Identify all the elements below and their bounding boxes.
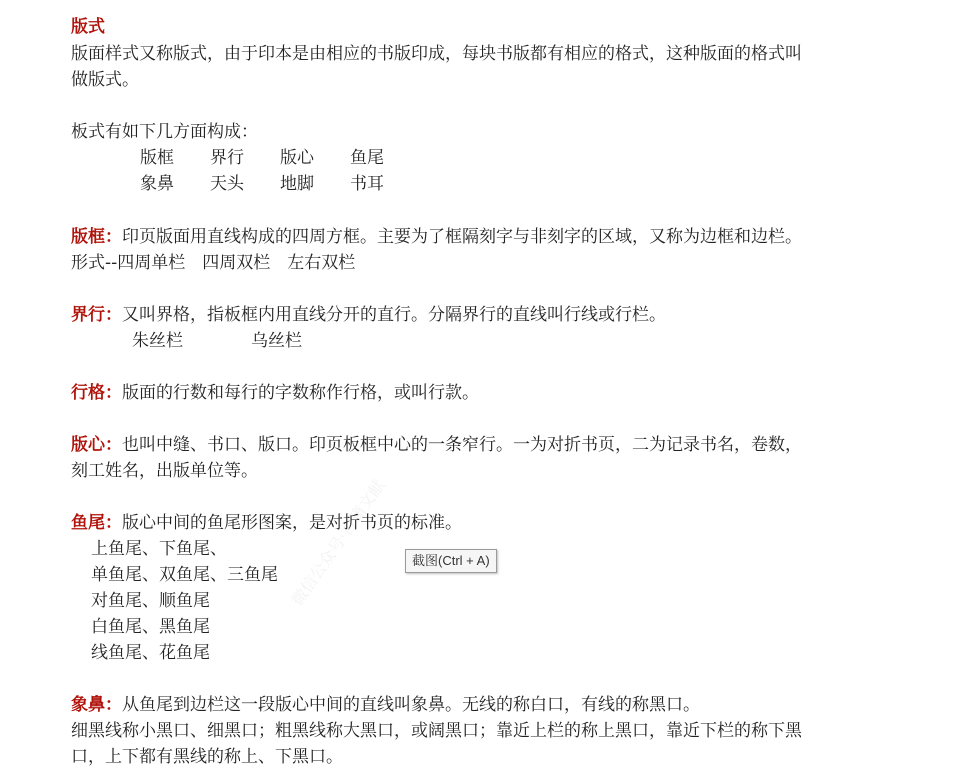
intro-line-2: 做版式。 <box>71 70 139 90</box>
xiangbi-text-1: 从鱼尾到边栏这一段版心中间的直线叫象鼻。无线的称白口，有线的称黑口。 <box>122 695 700 715</box>
components-intro: 板式有如下几方面构成： <box>71 122 258 142</box>
component-item: 天头 <box>210 174 244 194</box>
banku-text-1: 印页版面用直线构成的四周方框。主要为了框隔刻字与非刻字的区域，又称为边框和边栏。 <box>122 227 802 247</box>
component-item: 版心 <box>280 148 314 168</box>
term-yuwei: 鱼尾： <box>71 513 122 533</box>
banxin-text-2: 刻工姓名，出版单位等。 <box>71 461 258 481</box>
section-jiehang <box>71 302 666 328</box>
intro-line-1: 版面样式又称版式，由于印本是由相应的书版印成，每块书版都有相应的格式，这种版面的格式叫 <box>71 44 802 64</box>
components-row-2 <box>140 171 384 197</box>
list-item: 线鱼尾、花鱼尾 <box>91 643 210 663</box>
document-heading: 版式 <box>71 17 105 37</box>
component-item: 版框 <box>140 148 174 168</box>
list-item: 对鱼尾、顺鱼尾 <box>91 591 210 611</box>
jiehang-item: 朱丝栏 <box>132 331 183 351</box>
banxin-text-1: 也叫中缝、书口、版口。印页板框中心的一条窄行。一为对折书页，二为记录书名，卷数， <box>122 435 802 455</box>
screenshot-tooltip: 截图(Ctrl + A) <box>405 549 497 573</box>
section-banxin <box>71 432 802 458</box>
hangge-text-1: 版面的行数和每行的字数称作行格，或叫行款。 <box>122 383 479 403</box>
xiangbi-text-3: 口，上下都有黑线的称上、下黑口。 <box>71 747 343 767</box>
section-hangge <box>71 380 479 406</box>
term-xiangbi: 象鼻： <box>71 695 122 715</box>
jiehang-text-1: 又叫界格，指板框内用直线分开的直行。分隔界行的直线叫行线或行栏。 <box>122 305 666 325</box>
term-hangge: 行格： <box>71 383 122 403</box>
xiangbi-text-2: 细黑线称小黑口、细黑口；粗黑线称大黑口，或阔黑口；靠近上栏的称上黑口，靠近下栏的称下黑 <box>71 721 802 741</box>
watermark: 微信公众号·古籍文献 <box>287 476 389 610</box>
jiehang-items <box>132 328 302 354</box>
term-banku: 版框： <box>71 227 122 247</box>
section-banku <box>71 224 802 250</box>
term-jiehang: 界行： <box>71 305 122 325</box>
list-item: 白鱼尾、黑鱼尾 <box>91 617 210 637</box>
component-item: 象鼻 <box>140 174 174 194</box>
list-item: 上鱼尾、下鱼尾、 <box>91 539 227 559</box>
term-banxin: 版心： <box>71 435 122 455</box>
component-item: 地脚 <box>280 174 314 194</box>
section-yuwei <box>71 510 462 536</box>
yuwei-text-1: 版心中间的鱼尾形图案，是对折书页的标准。 <box>122 513 462 533</box>
jiehang-item: 乌丝栏 <box>251 331 302 351</box>
section-xiangbi <box>71 692 700 718</box>
components-row-1 <box>140 145 384 171</box>
component-item: 界行 <box>210 148 244 168</box>
list-item: 单鱼尾、双鱼尾、三鱼尾 <box>91 565 278 585</box>
banku-text-2: 形式--四周单栏 四周双栏 左右双栏 <box>71 253 356 273</box>
component-item: 鱼尾 <box>350 148 384 168</box>
component-item: 书耳 <box>350 174 384 194</box>
